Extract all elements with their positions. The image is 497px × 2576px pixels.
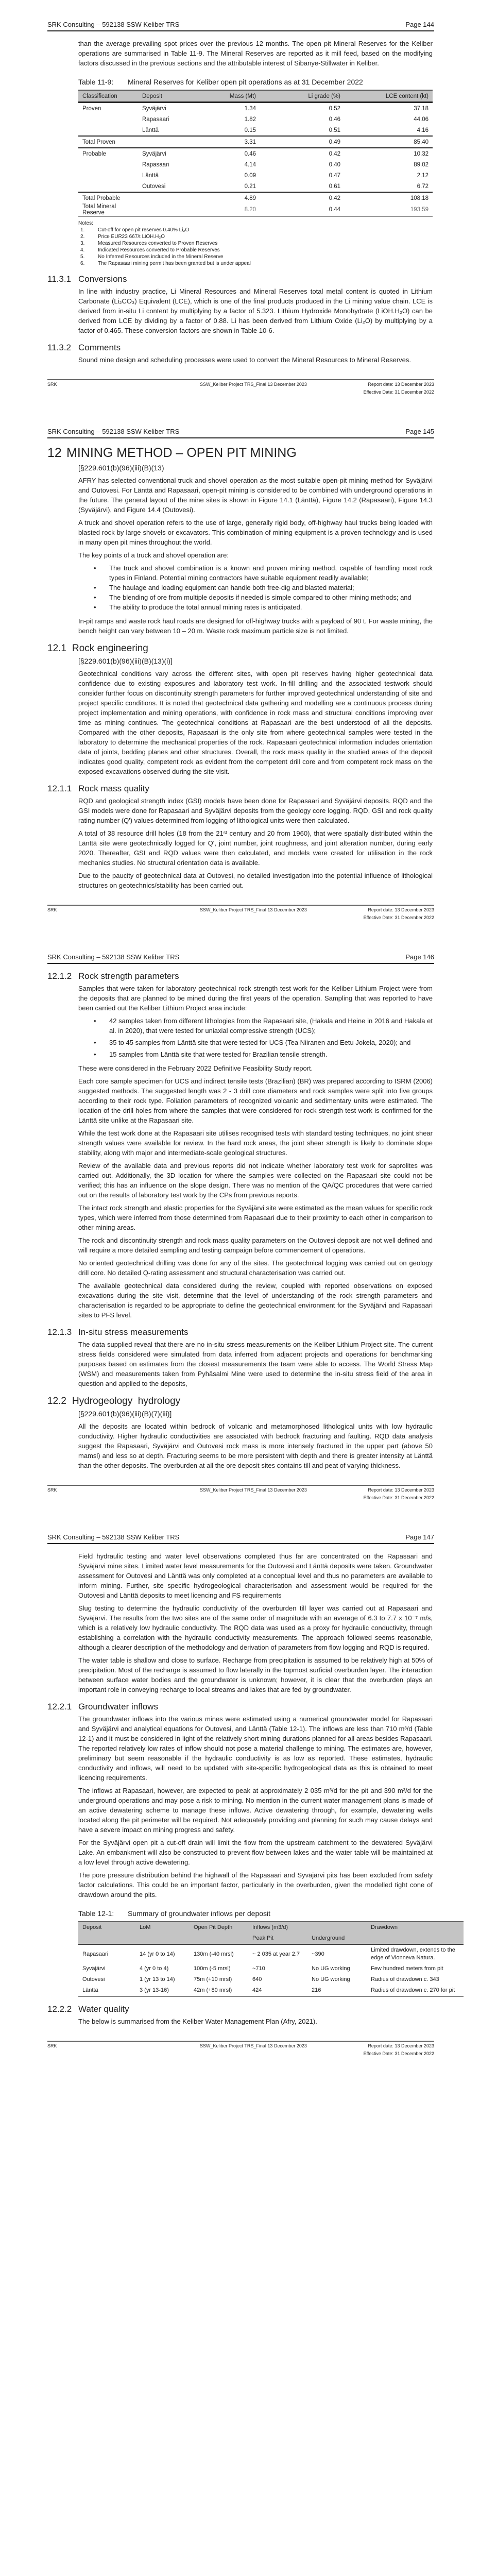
note-number: 5. (80, 254, 85, 260)
note-number: 1. (80, 227, 85, 233)
page-number: Page 147 (405, 1533, 434, 1541)
page-145 (0, 407, 497, 933)
table-row (78, 181, 433, 192)
section-heading-groundwater-inflows (47, 1702, 433, 1712)
table-cell: Radius of drawdown c. 343 (371, 1976, 439, 1982)
paragraph: Sound mine design and scheduling processes were used to convert the Mineral Resources to Mineral Reserves. (78, 356, 412, 364)
note-number: 2. (80, 234, 85, 240)
page-header (47, 953, 434, 964)
mineral-reserves-table (78, 90, 433, 217)
table-cell: Rapasaari (142, 161, 169, 168)
footer-left: SRK (47, 2043, 57, 2048)
page-header (47, 21, 434, 31)
bullet-icon: • (94, 1039, 96, 1046)
running-header: SRK Consulting – 592138 SSW Keliber TRS (47, 1533, 180, 1541)
footer-left: SRK (47, 907, 57, 912)
table-row (78, 159, 433, 170)
table-cell: 0.46 (329, 116, 340, 123)
table-cell: No UG working (312, 1976, 350, 1982)
footer-filename: SSW_Keliber Project TRS_Final 13 December 2023 (200, 2043, 307, 2048)
section-heading-rock-engineering (47, 643, 433, 654)
paragraph: The inflows at Rapasaari, however, are expected to peak at approximately 2 035 m³/d for the pit and 390 m³/d for the underground operations and may pose a risk to mining. No mention in the current water management plans is made of an active dewatering scheme to manage these inflows. Active dewatering through, for example, dewatering wells located along the pit perimeter will be required. Not adequately providing and planning for such may cause delays and have a severe impact on mining progress and safety. (78, 1787, 433, 1834)
section-number: 12.1.3 (47, 1327, 72, 1337)
page-content (47, 446, 433, 890)
section-heading-rock-strength (47, 971, 433, 981)
table-cell: 4.89 (244, 195, 256, 201)
table-cell: Total Probable (82, 195, 121, 201)
paragraph: The rock and discontinuity strength and rock mass quality parameters on the Outovesi deposit are not well defined and will require a more detailed sampling and testing campaign before commencement of operations. (78, 1236, 433, 1254)
column-header: Drawdown (367, 1922, 464, 1933)
paragraph: The intact rock strength and elastic properties for the Syväjärvi site were estimated as the mean values for specific rock types, which were inferred from those determined from Rapasaari due to their proximity to each other in comparison to other mining areas. (78, 1204, 433, 1231)
footer-filename: SSW_Keliber Project TRS_Final 13 December 2023 (200, 382, 307, 387)
table-cell: 0.61 (256, 181, 340, 192)
note-number: 6. (80, 261, 85, 266)
table-cell: 0.49 (256, 136, 340, 148)
table-cell: 0.15 (215, 125, 256, 136)
empty-header (135, 1933, 190, 1944)
note-item (78, 233, 433, 240)
section-number: 11.3.1 (47, 274, 72, 284)
table-cell: 75m (+10 mrsl) (194, 1976, 232, 1982)
paragraph: Slug testing to determine the hydraulic conductivity of the overburden till layer was carried out at Rapasaari and Syväjärvi. The results from the two sites are of the same order of magnitude with an average of 6.3 to 7.7 x 10⁻⁷ m/s, which is a relatively low hydraulic conductivity. The RQD data was used as a proxy for hydraulic conductivity, through establishing a correlation with the hydraulic conductivity measurements. The approach followed seems reasonable, although a clearer description of the methodology and derivation of parameters from flow logging and RQD is required. (78, 1604, 433, 1651)
table-cell: Proven (82, 105, 101, 112)
table-header-row (78, 1922, 464, 1933)
list-item (78, 563, 433, 583)
paragraph: AFRY has selected conventional truck and shovel operation as the most suitable open-pit mining method for Syväjärvi and Outovesi. For Länttä and Rapasaari, open-pit mining is considered to be combined with underground operations in the future. The general layout of the mine sites is shown in Figure 14.1 (Länttä), Figure 14.2 (Rapasaari), Figure 14.3 (Syväjärvi), and Figure 14.4 (Outovesi). (78, 477, 433, 514)
table-row (78, 103, 433, 114)
caption-number: Table 12-1: (78, 1909, 114, 1918)
table-cell: ~390 (312, 1951, 324, 1957)
table-cell: 4.16 (340, 125, 433, 136)
table-cell: 0.46 (244, 150, 256, 157)
paragraph: The key points of a truck and shovel operation are: (78, 551, 229, 559)
table-row (78, 192, 433, 204)
table-cell: No UG working (312, 1965, 350, 1972)
bullet-icon: • (94, 584, 96, 591)
table-cell: 0.47 (329, 172, 340, 179)
table-cell: 89.02 (414, 161, 429, 168)
note-item (78, 247, 433, 253)
list-item-text: 15 samples from Länttä site that were tested for Brazilian tensile strength. (109, 1050, 328, 1058)
column-header: LCE content (kt) (340, 90, 433, 103)
caption-text: Summary of groundwater inflows per deposit (128, 1909, 271, 1918)
list-item (78, 1016, 433, 1036)
section-number: 12.1.2 (47, 971, 72, 981)
bullet-icon: • (94, 594, 96, 601)
list-item-text: The blending of ore from multiple deposits if needed is simple compared to other mining methods; and (109, 594, 412, 601)
footer-filename: SSW_Keliber Project TRS_Final 13 December 2023 (200, 1487, 307, 1493)
table-cell: 0.42 (329, 195, 340, 201)
table-cell: 2.12 (417, 172, 429, 179)
section-title: Conversions (78, 274, 127, 284)
table-cell: 0.42 (329, 150, 340, 157)
note-text: Measured Resources converted to Proven Reserves (98, 241, 218, 246)
paragraph: No oriented geotechnical drilling was done for any of the sites. The geotechnical logging was carried out on geology drill core. No detailed Q-rating assessment and structural characterisation was carried out. (78, 1259, 433, 1277)
table-cell: 4.14 (244, 161, 256, 168)
list-item-text: 42 samples taken from different lithologies from the Rapasaari site, (Hakala and Heine in 2016 and Hakala et al. in 2020), that were tested for uniaxial compressive strength (UCS); (109, 1017, 433, 1035)
page-content (47, 39, 433, 365)
table-cell: 108.18 (410, 195, 429, 201)
page-content (47, 971, 433, 1470)
regulation-reference: [§229.601(b)(96)(iii)(B)(13) (78, 464, 164, 472)
list-item-text: The truck and shovel combination is a known and proven mining method, capable of handling most rock types in Finland. Potential mining contractors have suitable equipment readily available; (109, 564, 433, 582)
page-number: Page 144 (405, 21, 434, 28)
table-cell: Rapasaari (142, 116, 169, 123)
section-title: Rock mass quality (78, 784, 149, 793)
paragraph: While the test work done at the Rapasaari site utilises recognised tests with standard testing techniques, no joint shear strength values were available for review. In the hard rock areas, the joint shear strength is likely to dominate slope stability, along with major and intermediate-scale geological structures. (78, 1129, 433, 1157)
table-row (78, 1974, 464, 1985)
caption-number: Table 11-9: (78, 78, 114, 86)
column-header: Mass (Mt) (215, 90, 256, 103)
page-footer (47, 1485, 434, 1502)
regulation-reference: [§229.601(b)(96)(iii)(B)(13)(i)] (78, 657, 173, 665)
list-item (78, 583, 433, 592)
groundwater-inflows-table (78, 1921, 464, 1997)
table-cell: Limited drawdown, extends to the edge of Vionneva Natura. (371, 1947, 455, 1961)
table-cell (78, 114, 138, 125)
table-cell: 0.21 (215, 181, 256, 192)
section-title: Comments (78, 343, 121, 352)
table-cell: Few hundred meters from pit (371, 1965, 443, 1972)
table-cell (138, 136, 215, 148)
paragraph: Review of the available data and previous reports did not indicate whether laboratory test work for saprolites was carried out. Additionally, the 3D location for where the samples were collected on the Rapasaari site could not be verified; this has an influence on the slope design. There was no mention of the QA/QC procedures that were carried out on the results of laboratory test work by the CPs from previous reports. (78, 1162, 433, 1199)
column-header: LoM (135, 1922, 190, 1933)
section-number: 12.1.1 (47, 784, 72, 793)
note-text: Cut-off for open pit reserves 0.40% Li₂O (98, 227, 190, 233)
table-cell: Outovesi (138, 181, 215, 192)
table-cell: 0.09 (244, 172, 256, 179)
table-cell: Rapasaari (82, 1951, 109, 1957)
table-cell: 0.51 (256, 125, 340, 136)
table-cell: 130m (-40 mrsl) (194, 1951, 234, 1957)
table-cell: 100m (-5 mrsl) (194, 1965, 231, 1972)
page-footer (47, 905, 434, 922)
table-cell: Total Mineral Reserve (78, 204, 138, 216)
column-header: Peak Pit (248, 1933, 307, 1944)
table-cell: 1 (yr 13 to 14) (140, 1976, 175, 1982)
table-row (78, 1985, 464, 1996)
section-title: In-situ stress measurements (78, 1327, 188, 1337)
table-row (78, 1963, 464, 1974)
paragraph: In-pit ramps and waste rock haul roads are designed for off-highway trucks with a payload of 90 t. For waste mining, the bench height can vary between 10 – 20 m. Waste rock maximum particle size is not limited. (78, 617, 433, 635)
footer-report-date: Report date: 13 December 2023 (368, 1487, 434, 1493)
table-cell: 193.59 (340, 204, 433, 216)
table-cell (78, 125, 138, 136)
empty-header (367, 1933, 464, 1944)
paragraph: Field hydraulic testing and water level observations completed thus far are concentrated on the Rapasaari and Syväjärvi mine sites. Limited water level measurements for the Outovesi and Länttä deposits were taken. Groundwater assessment for Outovesi and Länttä was only completed at a conceptual level and thus no parameters are available to inform mining. Further, site specific hydrogeological characterisation and assessment would be required for the Outovesi and Länttä deposits to meet licencing and FS requirements (78, 1552, 433, 1599)
paragraph: Each core sample specimen for UCS and indirect tensile tests (Brazilian) (BR) was prepared according to ISRM (2006) suggested methods. The suggested length was 2 - 3 drill core diameters and rock samples were split into five groups according to their rock type. Foliation parameters of recognized volcanic and sedimentary units were estimated. The location of the drill holes from where the samples that were considered for rock strength test work is confirmed for the Länttä site unlike at the Rapasaari site. (78, 1077, 433, 1124)
footer-effective-date: Effective Date: 31 December 2022 (363, 389, 434, 395)
bullet-icon: • (94, 1017, 96, 1025)
table-row (78, 170, 433, 181)
bullet-icon: • (94, 564, 96, 572)
paragraph: The pore pressure distribution behind the highwall of the Rapasaari and Syväjärvi pits has been excluded from safety factor calculations. This could be an important factor, particularly in the overburden, given the modelled tight cone of drawdown around the pits. (78, 1871, 433, 1899)
footer-filename: SSW_Keliber Project TRS_Final 13 December 2023 (200, 907, 307, 912)
table-cell: 640 (252, 1976, 262, 1982)
section-number: 12.2 (47, 1396, 66, 1406)
section-heading-rock-mass-quality (47, 784, 433, 794)
paragraph: For the Syväjärvi open pit a cut-off drain will limit the flow from the upstream catchment to the dewatered Syväjärvi Lake. An embankment will also be constructed to prevent flow between lakes and the water table will be maintained at a low level through active dewatering. (78, 1839, 433, 1866)
page-144 (0, 0, 497, 407)
section-title: Hydrogeology hydrology (72, 1396, 181, 1406)
table-cell: Syväjärvi (82, 1965, 106, 1972)
footer-report-date: Report date: 13 December 2023 (368, 382, 434, 387)
table-cell: 6.72 (340, 181, 433, 192)
page-number: Page 146 (405, 953, 434, 961)
column-header: Underground (307, 1933, 367, 1944)
table-cell: Syväjärvi (142, 105, 166, 112)
table-cell: Länttä (142, 172, 159, 179)
table-cell: 14 (yr 0 to 14) (140, 1951, 175, 1957)
note-number: 3. (80, 241, 85, 246)
footer-effective-date: Effective Date: 31 December 2022 (363, 915, 434, 920)
note-item (78, 253, 433, 260)
section-heading-comments (47, 343, 433, 353)
table-row (78, 204, 433, 216)
table-cell (78, 181, 138, 192)
table-cell: 0.40 (329, 161, 340, 168)
table-cell: 85.40 (340, 136, 433, 148)
paragraph: The data supplied reveal that there are no in-situ stress measurements on the Keliber Lithium Project site. The current stress fields considered were simulated from data inferred from adjacent projects and operations for benchmarking purposes based on estimates from the closest measurements the team were able to access. The World Stress Map (WSM) and measurements taken from Pyhäsalmi Mine were used to determine the in-situ stress field of the area in question and applied to the deposits, (78, 1341, 433, 1387)
table-cell: 0.52 (329, 105, 340, 112)
section-number: 12.2.2 (47, 2004, 72, 2014)
section-heading-conversions (47, 274, 433, 284)
empty-header (78, 1933, 135, 1944)
table-header-row (78, 90, 433, 103)
paragraph: Samples that were taken for laboratory geotechnical rock strength test work for the Keliber Lithium Project were from the deposits that are planned to be mined during the first years of the operation. Sampling that was reported to have been carried out the Keliber Lithium Project area include: (78, 985, 433, 1012)
column-header: Classification (78, 90, 138, 103)
column-header: Deposit (78, 1922, 135, 1933)
table-row (78, 125, 433, 136)
table-cell: Radius of drawdown c. 270 for pit (367, 1985, 464, 1996)
paragraph: All the deposits are located within bedrock of volcanic and metamorphosed lithological units with low hydraulic conductivity. Higher hydraulic conductivities are associated with bedrock fracturing and faulting. RQD data analysis suggest the Rapasaari, Syväjärvi and Outovesi rock mass is more intensely fractured in the upper part (above 50 mamsl) and less so at depth. Fracturing seems to be more persistent with depth and there is greater intensity at Länttä than the other deposits. The overburden at all the ore deposit sites contains till and peat of varying thickness. (78, 1422, 433, 1469)
column-header: Li grade (%) (256, 90, 340, 103)
table-row (78, 148, 433, 159)
table-cell: Probable (82, 150, 107, 157)
paragraph: A truck and shovel operation refers to the use of large, generally rigid body, off-highway haul trucks being loaded with blasted rock by large shovels or excavators. This combination of mining equipment is a proven technology and is used in many open pit mines throughout the world. (78, 519, 433, 546)
table-cell: 216 (307, 1985, 367, 1996)
paragraph: A total of 38 resource drill holes (18 from the 21ˢᵗ century and 20 from 1960), that were spatially distributed within the Länttä site were geotechnically logged for Q', joint number, joint roughness, and joint alteration number, during early 2020. Thereafter, GSI and RQD values were then calculated, and models were created for utilisation in the rock mechanics studies. No structural orientation data is available. (78, 829, 433, 867)
table-cell (138, 192, 215, 204)
paragraph: than the average prevailing spot prices over the previous 12 months. The open pit Mineral Reserves for the Keliber operations are summarised in Table 11-9. The Mineral Reserves are reported as it mill feed, based on the modifying factors discussed in the previous sections and the attributable interest of Sibanye-Stillwater in Keliber. (78, 40, 433, 67)
section-heading-in-situ-stress (47, 1327, 433, 1337)
paragraph: These were considered in the February 2022 Definitive Feasibility Study report. (78, 1064, 313, 1072)
table-notes (78, 220, 433, 267)
table-cell: ~710 (252, 1965, 265, 1972)
note-text: The Rapasaari mining permit has been granted but is under appeal (98, 261, 251, 266)
table-row (78, 1944, 464, 1963)
table-cell: ~ 2 035 at year 2.7 (252, 1951, 300, 1957)
note-item (78, 260, 433, 267)
running-header: SRK Consulting – 592138 SSW Keliber TRS (47, 428, 180, 435)
section-number: 12.1 (47, 643, 66, 654)
section-heading-hydrogeology (47, 1396, 433, 1407)
page-number: Page 145 (405, 428, 434, 435)
table-cell (78, 170, 138, 181)
page-content (47, 1551, 455, 2026)
table-cell: 0.44 (256, 204, 340, 216)
list-item (78, 592, 433, 602)
page-146 (0, 933, 497, 1513)
chapter-title-text: MINING METHOD – OPEN PIT MINING (66, 446, 297, 460)
regulation-reference: [§229.601(b)(96)(iii)(B)(7)(iii)] (78, 1410, 172, 1418)
chapter-title (47, 446, 433, 460)
bullet-list (78, 563, 433, 612)
list-item-text: The ability to produce the total annual mining rates is anticipated. (109, 603, 302, 611)
table-cell: 424 (248, 1985, 307, 1996)
table-cell: 3 (yr 13-16) (135, 1985, 190, 1996)
list-item-text: 35 to 45 samples from Länttä site that were tested for UCS (Tea Niiranen and Eetu Jokela, 2020); and (109, 1039, 411, 1046)
table-cell: 3.31 (215, 136, 256, 148)
section-title: Rock engineering (72, 643, 148, 654)
list-item (78, 1049, 433, 1059)
table-cell: Outovesi (82, 1976, 105, 1982)
empty-header (190, 1933, 248, 1944)
footer-report-date: Report date: 13 December 2023 (368, 2043, 434, 2048)
table-caption (78, 77, 433, 87)
table-cell: 4 (yr 0 to 4) (140, 1965, 169, 1972)
table-cell: 42m (+80 mrsl) (190, 1985, 248, 1996)
running-header: SRK Consulting – 592138 SSW Keliber TRS (47, 953, 180, 961)
page-footer (47, 379, 434, 397)
section-title: Groundwater inflows (78, 1702, 158, 1711)
note-item (78, 240, 433, 247)
section-number: 11.3.2 (47, 343, 72, 352)
table-cell (78, 159, 138, 170)
table-cell: Länttä (78, 1985, 135, 1996)
page-header (47, 428, 434, 438)
running-header: SRK Consulting – 592138 SSW Keliber TRS (47, 21, 180, 28)
bullet-list (78, 1016, 433, 1059)
bullet-icon: • (94, 603, 96, 611)
table-subheader-row (78, 1933, 464, 1944)
table-cell: Syväjärvi (142, 150, 166, 157)
paragraph: RQD and geological strength index (GSI) models have been done for Rapasaari and Syväjärvi deposits. RQD and the GSI models were done for Rapasaari and Syväjärvi deposits from the geology core logging. RQD, GSI and rock quality rating number (Q') values determined from logging of lithological units were then calculated. (78, 797, 433, 824)
footer-effective-date: Effective Date: 31 December 2022 (363, 1495, 434, 1500)
column-header: Inflows (m3/d) (248, 1922, 367, 1933)
table-row (78, 114, 433, 125)
table-cell: 1.82 (244, 116, 256, 123)
table-cell: Total Proven (78, 136, 138, 148)
list-item (78, 1038, 433, 1047)
column-header: Deposit (138, 90, 215, 103)
page-footer (47, 2041, 434, 2058)
paragraph: Geotechnical conditions vary across the different sites, with open pit reserves having higher geotechnical data confidence due to existing exposures and laboratory test work. In-fill drilling and the associated testwork should consider further focus on discontinuity strength parameters for further improved geotechnical understanding of site and project specific conditions. It is noted that geotechnical data gathering and modelling are a continuous process during project implementation and mining operations, with confidence in rock mass and structural conditions improving over time as mining continues. The geotechnical conditions at Rapasaari are the best understood of all the deposits. Compared with the other deposits, Rapasaari is the only site from where geotechnical samples were tested in the laboratory to determine the mechanical properties of the rock. Rapasaari geotechnical information includes orientation data of joints, bedding planes and other structures. Overall, the rock mass quality in the studied areas of the deposit indicates good quality, competent rock as evident from the competent drill core and from competent rock mass on the exposed excavations observed during the site visit. (78, 670, 433, 775)
note-item (78, 227, 433, 233)
list-item (78, 602, 433, 612)
table-cell: 10.32 (414, 150, 429, 157)
table-cell: Länttä (138, 125, 215, 136)
paragraph: In line with industry practice, Li Mineral Resources and Mineral Reserves total metal content is quoted in Lithium Carbonate (Li₂CO₃) Equivalent (LCE), which is one of the final products produced in the Li mining value chain. LCE is derived from in-situ Li content by multiplying by a factor of 5.323. Lithium Hydroxide Monohydrate (LiOH.H₂O) can be derived from LCE by dividing by a factor of 0.88. Li has been derived from Lithium Oxide (Li₂O) by multiplying by a factor of 0.465. These conversion factors are shown in Table 10-6. (78, 287, 433, 334)
table-row (78, 136, 433, 148)
note-text: No Inferred Resources included in the Mineral Reserve (98, 254, 224, 260)
paragraph: The below is summarised from the Keliber Water Management Plan (Afry, 2021). (78, 2018, 317, 2025)
footer-report-date: Report date: 13 December 2023 (368, 907, 434, 912)
note-text: Price EUR23 667/t LiOH.H₂O (98, 234, 165, 240)
section-heading-water-quality (47, 2004, 433, 2014)
section-number: 12.2.1 (47, 1702, 72, 1711)
notes-label: Notes: (78, 221, 93, 226)
table-cell: 37.18 (414, 105, 429, 112)
page-147 (0, 1513, 497, 2069)
footer-left: SRK (47, 1487, 57, 1493)
table-caption (78, 1909, 433, 1918)
column-header: Open Pit Depth (190, 1922, 248, 1933)
paragraph: Due to the paucity of geotechnical data at Outovesi, no detailed investigation into the potential influence of lithological structures on geotechnics/stability has been carried out. (78, 872, 433, 889)
table-cell (138, 204, 215, 216)
chapter-number: 12 (47, 446, 62, 460)
table-cell: 44.06 (414, 116, 429, 123)
footer-effective-date: Effective Date: 31 December 2022 (363, 2051, 434, 2056)
paragraph: The water table is shallow and close to surface. Recharge from precipitation is assumed to be relatively high at 50% of precipitation. Most of the recharge is assumed to flow laterally in the topmost surficial overburden layer. The interaction between surface water bodies and the groundwater is unknown; however, it is clear that the overburden plays an important role in conveying recharge to local streams and lakes that are fed by groundwater. (78, 1656, 433, 1693)
caption-text: Mineral Reserves for Keliber open pit operations as at 31 December 2022 (128, 78, 363, 86)
table-cell: 1.34 (244, 105, 256, 112)
section-title: Rock strength parameters (78, 971, 179, 981)
table-cell: 8.20 (215, 204, 256, 216)
paragraph: The groundwater inflows into the various mines were estimated using a numerical groundwater model for Rapasaari and Syväjärvi and analytical equations for Outovesi, and Länttä (Table 12-1). The inflows are less than 710 m³/d (Table 12-1) and it must be considered in light of the relatively short mining durations planned for all areas besides Rapasaari. The reported relatively low rates of inflow should not pose a material challenge to mining. The estimates are, however, preliminary but seem reasonable if the hydraulic conductivity is as low as reported. These estimates, hydraulic conductivity and inflows, will need to be updated with site-specific hydrogeological data as this is obtained to meet licencing requirements. (78, 1715, 433, 1782)
note-text: Indicated Resources converted to Probable Reserves (98, 247, 220, 253)
list-item-text: The haulage and loading equipment can handle both free-dig and blasted material; (109, 584, 354, 591)
page-header (47, 1533, 434, 1544)
note-number: 4. (80, 247, 85, 253)
footer-left: SRK (47, 382, 57, 387)
section-title: Water quality (78, 2004, 129, 2014)
paragraph: The available geotechnical data considered during the review, coupled with reported observations on exposed excavations during the site visit, determine that the level of understanding of the rock strength parameters and characterisation is regarded to be appropriate to define the geotechnical environment for the Syväjärvi and Rapasaari sites to PFS level. (78, 1282, 433, 1319)
bullet-icon: • (94, 1050, 96, 1058)
